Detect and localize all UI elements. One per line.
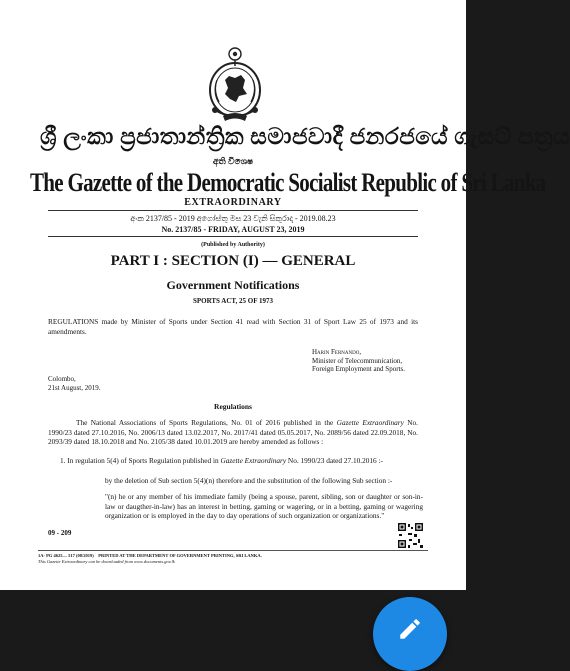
regulations-heading: Regulations xyxy=(214,402,252,411)
place-date xyxy=(48,375,168,393)
text-run: No. 1990/23 dated 27.10.2016 :- xyxy=(286,456,383,465)
download-line xyxy=(38,559,438,565)
gazette-italic: Gazette Extraordinary xyxy=(336,418,404,427)
date: 21st August, 2019. xyxy=(48,384,101,392)
divider xyxy=(38,550,428,551)
list-item xyxy=(60,456,426,466)
issue-line-english: No. 2137/85 - FRIDAY, AUGUST 23, 2019 xyxy=(161,225,305,234)
text-run: can be downloaded from www.documents.gov.lk xyxy=(87,559,175,564)
quoted-subsection: "(n) he or any member of his immediate family (being a spouse, parent, sibling, son or daughter or son-in-law or daugther-in-law) has an interest in betting, gaming or wagering, or in a betting, gaming or wagering organization or is employed in the day to day operations of such organization or organizations." xyxy=(105,492,423,520)
extraordinary-label: EXTRAORDINARY xyxy=(184,197,282,208)
gazette-italic: Gazette Extraordinary xyxy=(46,559,88,564)
published-by-authority: (Published by Authority) xyxy=(201,242,265,248)
place: Colombo, xyxy=(48,375,76,383)
regulations-intro: REGULATIONS made by Minister of Sports under Section 41 read with Section 31 of Sport Law 25 of 1973 and its amendments. xyxy=(48,317,418,336)
text-run: No. 1990/23 dated 27.10.2016, No. 2006/13 dated 13.02.2017, No. 2017/41 dated 05.05.2017, No. 2089/56 dated 22.09.2018, No. 2093/39 dated 18.10.2018 and No. 2105/38 dated 10.01.2019 are hereby amended as follows : xyxy=(48,418,418,446)
printed-at: PRINTED AT THE DEPARTMENT OF GOVERNMENT PRINTING, SRI LANKA. xyxy=(98,553,262,558)
issue-line-sinhala: අංක 2137/85 - 2019 අගෝස්තු මස 23 වැනි සිකුරාදා - 2019.08.23 xyxy=(130,214,336,223)
section-heading: Government Notifications xyxy=(166,278,300,292)
sri-lanka-emblem-icon xyxy=(203,44,267,124)
edit-fab-button[interactable] xyxy=(373,597,447,671)
part-section-title: PART I : SECTION (I) — GENERAL xyxy=(110,253,356,269)
amendment-paragraph xyxy=(48,418,418,447)
qr-code-icon xyxy=(397,522,424,549)
sinhala-extraordinary-label: අති විශෙෂ xyxy=(212,156,254,166)
text-run: 1. In regulation 5(4) of Sports Regulation published in xyxy=(60,456,221,465)
page-footer xyxy=(38,553,438,565)
sinhala-gazette-title: ශ්‍රී ලංකා ප්‍රජාතාන්ත්‍රික සමාජවාදී ජනරජයේ ගැසට් පත්‍රය xyxy=(40,124,570,149)
divider xyxy=(48,236,418,237)
page-code: 09 - 209 xyxy=(48,529,72,537)
text-run: This xyxy=(38,559,47,564)
gazette-italic: Gazette Extraordinary xyxy=(220,456,287,465)
print-code: 1A- PG 4625— 517 (08/2019) xyxy=(38,553,94,558)
gazette-title: The Gazette of the Democratic Socialist Republic of Sri Lanka xyxy=(30,167,546,197)
signer-title: Foreign Employment and Sports. xyxy=(312,365,405,373)
signature-block xyxy=(312,348,432,374)
signer-name: Harin Fernando, xyxy=(312,348,362,356)
pencil-icon xyxy=(397,616,423,642)
list-subitem: by the deletion of Sub section 5(4)(n) therefore and the substitution of the following Sub section :- xyxy=(105,476,393,485)
signer-title: Minister of Telecommunication, xyxy=(312,356,403,365)
text-run: The National Associations of Sports Regulations, No. 01 of 2016 published in the xyxy=(76,418,337,427)
act-heading: SPORTS ACT, 25 OF 1973 xyxy=(192,297,274,305)
divider xyxy=(48,210,418,211)
